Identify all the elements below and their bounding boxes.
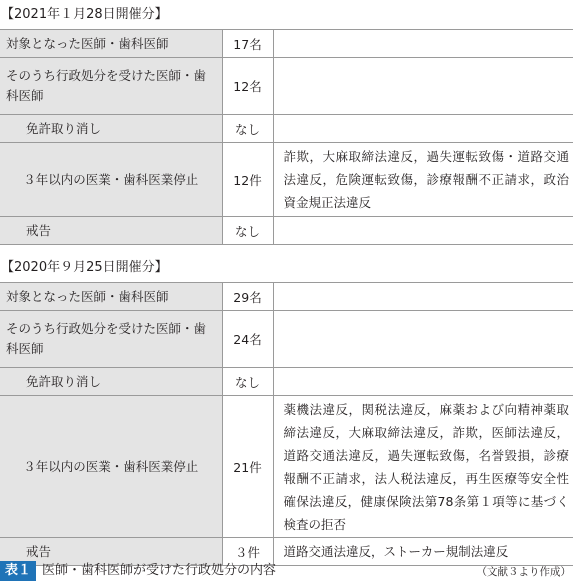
table-row <box>0 30 573 58</box>
row-label: ３年以内の医業・歯科医業停止 <box>0 143 222 217</box>
table-row <box>0 396 573 538</box>
row-label: 対象となった医師・歯科医師 <box>0 30 222 58</box>
section-heading-2021: 【2021年１月28日開催分】 <box>1 7 168 22</box>
row-label: 免許取り消し <box>0 368 222 396</box>
row-label-text: そのうち行政処分を受けた医師・歯科医師 <box>6 68 207 103</box>
row-count: 12名 <box>222 58 273 115</box>
row-label <box>0 58 222 115</box>
table-row <box>0 217 573 245</box>
row-label: 戒告 <box>0 538 222 566</box>
row-reason <box>273 30 573 58</box>
row-label: ３年以内の医業・歯科医業停止 <box>0 396 222 538</box>
row-reason <box>273 217 573 245</box>
row-label <box>0 311 222 368</box>
row-count: 17名 <box>222 30 273 58</box>
table-title: 医師・歯科医師が受けた行政処分の内容 <box>42 563 277 578</box>
table-row <box>0 368 573 396</box>
row-count: なし <box>222 217 273 245</box>
penalty-table-2020 <box>0 282 573 566</box>
row-count: ３件 <box>222 538 273 566</box>
row-count: なし <box>222 368 273 396</box>
row-reason <box>273 283 573 311</box>
table-caption <box>0 560 573 582</box>
row-label: 戒告 <box>0 217 222 245</box>
row-reason <box>273 368 573 396</box>
table-row <box>0 115 573 143</box>
row-label-text: そのうち行政処分を受けた医師・歯科医師 <box>6 321 207 356</box>
row-reason: 薬機法違反，関税法違反，麻薬および向精神薬取締法違反，大麻取締法違反，詐欺，医師法違反，道路交通法違反，過失運転致傷，名誉毀損，診療報酬不正請求，法人税法違反，再生医療等安全性確保法違反，健康保険法第78条第１項等に基づく検査の拒否 <box>273 396 573 538</box>
penalty-table-2021 <box>0 29 573 245</box>
row-reason <box>273 115 573 143</box>
row-reason <box>273 58 573 115</box>
table-row <box>0 311 573 368</box>
table-row <box>0 58 573 115</box>
row-reason <box>273 311 573 368</box>
row-count: なし <box>222 115 273 143</box>
row-count: 12件 <box>222 143 273 217</box>
table-number-badge: 表１ <box>0 561 36 581</box>
row-reason: 道路交通法違反，ストーカー規制法違反 <box>273 538 573 566</box>
section-heading-2020: 【2020年９月25日開催分】 <box>1 260 168 275</box>
row-count: 21件 <box>222 396 273 538</box>
table-row <box>0 283 573 311</box>
row-count: 29名 <box>222 283 273 311</box>
source-note: （文献３より作成） <box>476 566 571 578</box>
table-row <box>0 143 573 217</box>
row-count: 24名 <box>222 311 273 368</box>
row-reason: 詐欺，大麻取締法違反，過失運転致傷・道路交通法違反，危険運転致傷，診療報酬不正請求，政治資金規正法違反 <box>273 143 573 217</box>
row-label: 対象となった医師・歯科医師 <box>0 283 222 311</box>
row-label: 免許取り消し <box>0 115 222 143</box>
